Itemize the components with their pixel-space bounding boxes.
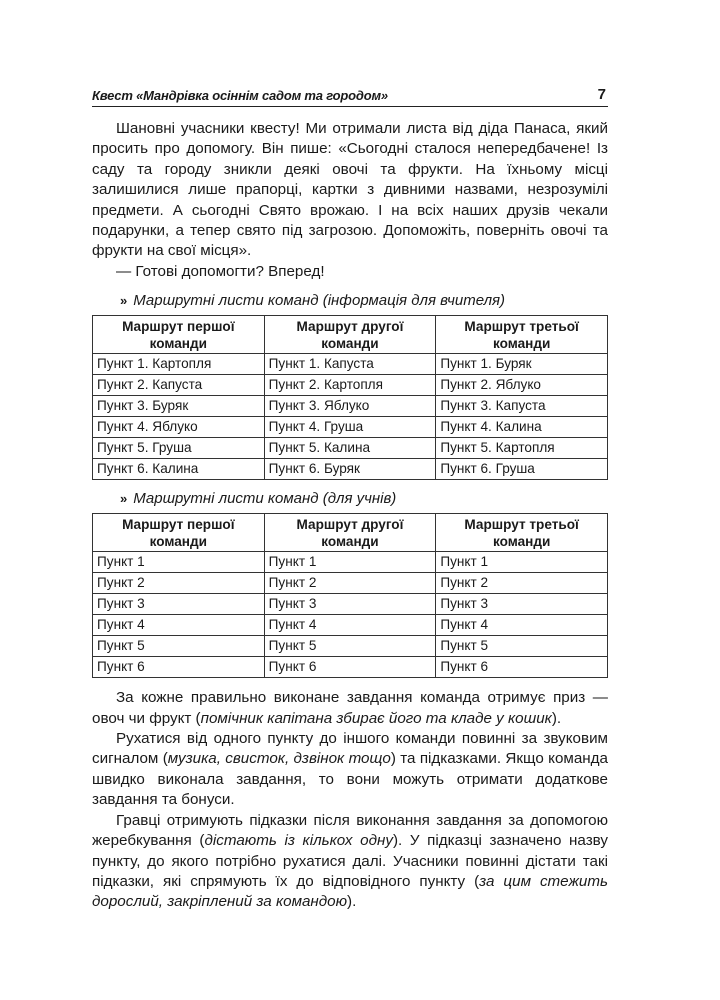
table-cell: Пункт 3. Яблуко [264, 396, 436, 417]
table-cell: Пункт 5. Картопля [436, 438, 608, 459]
table-cell: Пункт 6. Буряк [264, 459, 436, 480]
text-run: За кожне правильно виконане завдання команда отримує приз — овоч чи фрукт ( [92, 689, 608, 727]
table-cell: Пункт 5 [93, 636, 265, 657]
table-row [93, 354, 608, 375]
column-header: Маршрут третьої команди [436, 514, 608, 552]
table-cell: Пункт 3 [436, 594, 608, 615]
table-row [93, 636, 608, 657]
table-cell: Пункт 3 [264, 594, 436, 615]
table-row [93, 594, 608, 615]
table-cell: Пункт 5. Груша [93, 438, 265, 459]
table-cell: Пункт 3. Буряк [93, 396, 265, 417]
table-row [93, 573, 608, 594]
table-cell: Пункт 5. Калина [264, 438, 436, 459]
table-row [93, 459, 608, 480]
table-cell: Пункт 2. Яблуко [436, 375, 608, 396]
table-cell: Пункт 6 [93, 657, 265, 678]
header-title: Квест «Мандрівка осіннім садом та городом» [92, 88, 388, 103]
table-cell: Пункт 1. Картопля [93, 354, 265, 375]
table-cell: Пункт 5 [436, 636, 608, 657]
table-cell: Пункт 3. Капуста [436, 396, 608, 417]
teacher-route-table [92, 315, 608, 480]
table-cell: Пункт 4 [436, 615, 608, 636]
table-cell: Пункт 4 [93, 615, 265, 636]
table-cell: Пункт 2. Капуста [93, 375, 265, 396]
table-cell: Пункт 4. Яблуко [93, 417, 265, 438]
text-run: Рухатися від одного пункту до іншого команди повинні за звуковим сигналом ( [92, 730, 608, 768]
table-cell: Пункт 1 [436, 552, 608, 573]
students-route-table [92, 513, 608, 678]
table-cell: Пункт 4 [264, 615, 436, 636]
section-teacher-title: Маршрутні листи команд (інформація для вчителя) [133, 292, 506, 310]
table-cell: Пункт 6 [436, 657, 608, 678]
text-run: ). У підказці зазначено назву пункту, до якого потрібно рухатися далі. Учасники повинні дістати такі підказки, які спрямують їх до відповідного пункту ( [92, 832, 608, 890]
table-row [93, 438, 608, 459]
column-header: Маршрут другої команди [264, 316, 436, 354]
body-paragraph-prize [92, 688, 608, 729]
table-row [93, 552, 608, 573]
table-row [93, 615, 608, 636]
table-row [93, 375, 608, 396]
italic-note: дістають із кількох одну [204, 832, 393, 850]
table-cell: Пункт 5 [264, 636, 436, 657]
text-run: ). [347, 893, 357, 911]
text-run: Гравці отримують підказки після виконання завдання за допомогою жеребкування ( [92, 811, 608, 850]
table-cell: Пункт 2 [93, 573, 265, 594]
intro-call: — Готові допомогти? Вперед! [116, 262, 325, 280]
table-cell: Пункт 1. Капуста [264, 354, 436, 375]
column-header: Маршрут першої команди [93, 316, 265, 354]
italic-note: помічник капітана збирає його та кладе у кошик [200, 709, 552, 727]
body-paragraph-hints [92, 811, 608, 913]
column-header: Маршрут другої команди [264, 514, 436, 552]
section-teacher-heading [92, 292, 608, 309]
table-row [93, 396, 608, 417]
table-cell: Пункт 6. Калина [93, 459, 265, 480]
table-header-row [93, 514, 608, 552]
intro-paragraph: Шановні учасники квесту! Ми отримали листа від діда Панаса, який просить про допомогу. Він пише: «Сьогодні сталося непередбачене! Із саду та городу зникли деякі овочі та фрукти. На їхньому місці залишилися лише прапорці, картки з дивними назвами, незрозумілі предмети. А сьогодні Свято врожаю. І на всіх наших друзів чекали подарунки, а тепер свято під загрозою. Допоможіть, поверніть овочі та фрукти на свої місця». [92, 120, 608, 260]
table-cell: Пункт 1 [93, 552, 265, 573]
table-header-row [93, 316, 608, 354]
page-number: 7 [597, 86, 606, 103]
italic-note: музика, свисток, дзвінок тощо [167, 750, 391, 768]
table-cell: Пункт 4. Калина [436, 417, 608, 438]
section-students-title: Маршрутні листи команд (для учнів) [133, 490, 397, 508]
table-cell: Пункт 2 [436, 573, 608, 594]
table-row [93, 417, 608, 438]
section-students-heading [92, 490, 608, 507]
body-paragraph-movement [92, 729, 608, 811]
table-cell: Пункт 3 [93, 594, 265, 615]
table-cell: Пункт 4. Груша [264, 417, 436, 438]
double-arrow-icon: » [120, 491, 128, 507]
table-cell: Пункт 6 [264, 657, 436, 678]
table-cell: Пункт 1 [264, 552, 436, 573]
table-cell: Пункт 6. Груша [436, 459, 608, 480]
table-row [93, 657, 608, 678]
table-cell: Пункт 1. Буряк [436, 354, 608, 375]
double-arrow-icon: » [120, 293, 128, 309]
table-cell: Пункт 2 [264, 573, 436, 594]
text-run: ). [551, 709, 562, 727]
column-header: Маршрут першої команди [93, 514, 265, 552]
text-run: ) та підказками. Якщо команда швидко виконала завдання, то вони можуть отримати додаткове завдання та бонуси. [92, 750, 608, 809]
running-header [92, 86, 608, 107]
page [92, 86, 608, 913]
column-header: Маршрут третьої команди [436, 316, 608, 354]
table-cell: Пункт 2. Картопля [264, 375, 436, 396]
italic-note: за цим стежить дорослий, закріплений за командою [92, 872, 608, 911]
